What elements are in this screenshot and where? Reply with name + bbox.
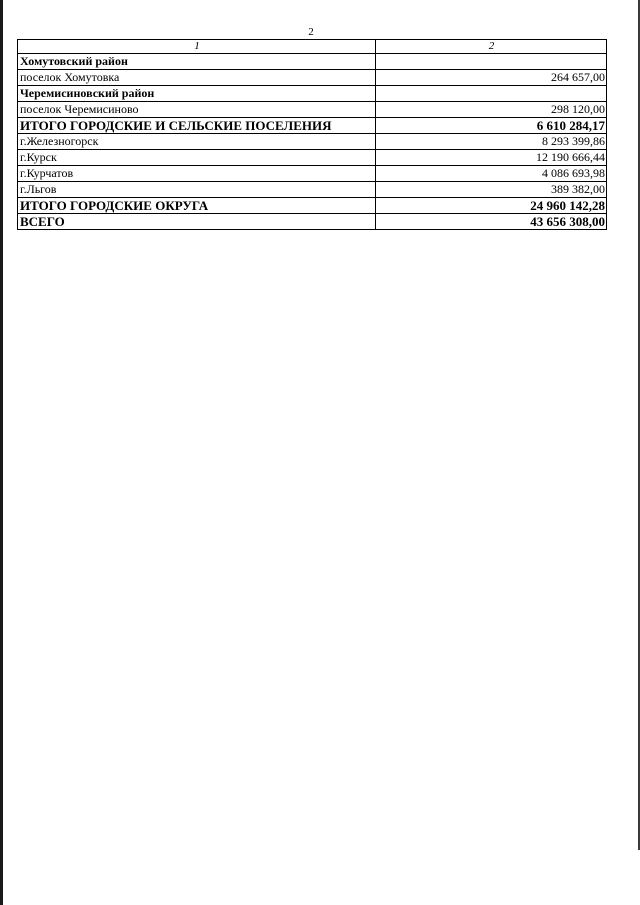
table-row bbox=[18, 86, 607, 102]
table-row bbox=[18, 134, 607, 150]
table-row bbox=[18, 182, 607, 198]
row-name-cell: поселок Черемисиново bbox=[18, 102, 376, 118]
row-value-cell: 24 960 142,28 bbox=[376, 198, 607, 214]
row-value-cell: 12 190 666,44 bbox=[376, 150, 607, 166]
row-value-cell bbox=[376, 86, 607, 102]
column-header-2: 2 bbox=[376, 40, 607, 54]
row-name-cell: г.Льгов bbox=[18, 182, 376, 198]
row-value-cell: 298 120,00 bbox=[376, 102, 607, 118]
scan-edge-left bbox=[0, 0, 3, 905]
row-name-cell: ИТОГО ГОРОДСКИЕ И СЕЛЬСКИЕ ПОСЕЛЕНИЯ bbox=[18, 118, 376, 134]
row-value-cell: 389 382,00 bbox=[376, 182, 607, 198]
row-name-cell: поселок Хомутовка bbox=[18, 70, 376, 86]
row-value-cell: 264 657,00 bbox=[376, 70, 607, 86]
row-value-cell bbox=[376, 54, 607, 70]
row-value-cell: 8 293 399,86 bbox=[376, 134, 607, 150]
table-row bbox=[18, 166, 607, 182]
row-name-cell: г.Курск bbox=[18, 150, 376, 166]
table-header-row bbox=[18, 40, 607, 54]
table-body bbox=[18, 54, 607, 230]
row-name-cell: г.Курчатов bbox=[18, 166, 376, 182]
row-name-cell: Черемисиновский район bbox=[18, 86, 376, 102]
column-header-1: 1 bbox=[18, 40, 376, 54]
allocation-table bbox=[17, 39, 607, 230]
row-name-cell: ВСЕГО bbox=[18, 214, 376, 230]
table-row bbox=[18, 54, 607, 70]
row-name-cell: Хомутовский район bbox=[18, 54, 376, 70]
table-row bbox=[18, 70, 607, 86]
table-row bbox=[18, 198, 607, 214]
row-name-cell: г.Железногорск bbox=[18, 134, 376, 150]
row-name-cell: ИТОГО ГОРОДСКИЕ ОКРУГА bbox=[18, 198, 376, 214]
table-row bbox=[18, 150, 607, 166]
row-value-cell: 6 610 284,17 bbox=[376, 118, 607, 134]
table-row bbox=[18, 118, 607, 134]
row-value-cell: 4 086 693,98 bbox=[376, 166, 607, 182]
table-row bbox=[18, 102, 607, 118]
row-value-cell: 43 656 308,00 bbox=[376, 214, 607, 230]
page-number: 2 bbox=[308, 26, 314, 38]
table-row bbox=[18, 214, 607, 230]
